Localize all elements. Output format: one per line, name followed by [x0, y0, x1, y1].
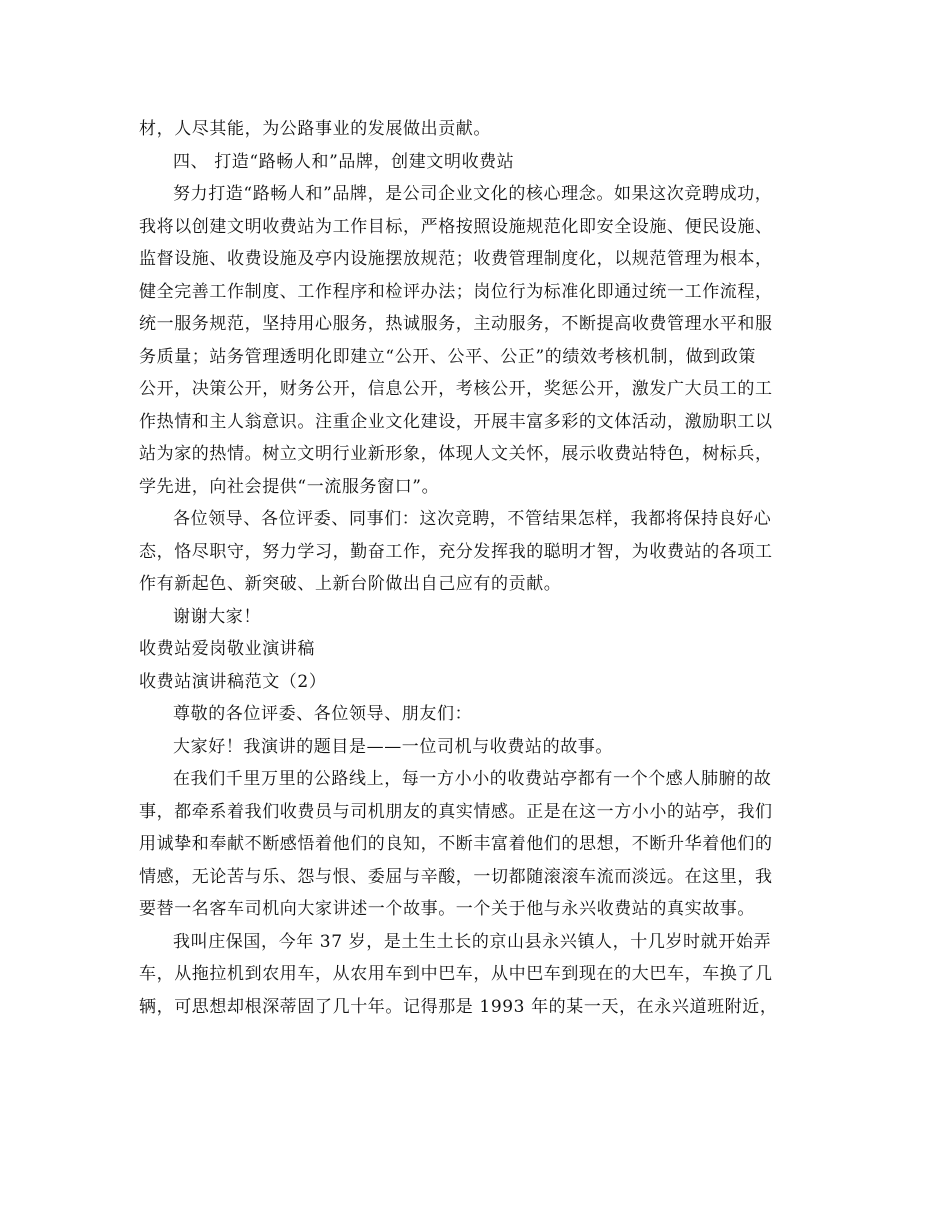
text-line: 公开，决策公开，财务公开，信息公开，考核公开，奖惩公开，激发广大员工的工 — [139, 379, 773, 399]
text-line: 各位领导、各位评委、同事们：这次竞聘，不管结果怎样，我都将保持良好心 — [173, 509, 772, 529]
text-line: 务质量；站务管理透明化即建立“公开、公平、公正”的绩效考核机制，做到政策 — [139, 346, 756, 367]
text-line: 健全完善工作制度、工作程序和检评办法；岗位行为标准化即通过统一工作流程， — [139, 281, 773, 302]
text-line: 材，人尽其能，为公路事业的发展做出贡献。 — [139, 119, 491, 139]
text-line: 监督设施、收费设施及亭内设施摆放规范；收费管理制度化，以规范管理为根本， — [139, 249, 773, 269]
text-line: 我叫庄保国，今年 37 岁，是土生土长的京山县永兴镇人，十几岁时就开始弄 — [173, 931, 772, 952]
text-line: 努力打造“路畅人和”品牌，是公司企业文化的核心理念。如果这次竞聘成功， — [173, 184, 773, 204]
text-line: 要替一名客车司机向大家讲述一个故事。一个关于他与永兴收费站的真实故事。 — [139, 899, 755, 919]
text-line: 尊敬的各位评委、各位领导、朋友们： — [173, 704, 473, 724]
text-line: 情感，无论苦与乐、怨与恨、委屈与辛酸，一切都随滚滚车流而淡远。在这里，我 — [139, 866, 773, 887]
text-line: 收费站爱岗敬业演讲稿 — [139, 639, 315, 659]
text-line: 四、 打造“路畅人和”品牌，创建文明收费站 — [173, 151, 515, 172]
text-line: 大家好！我演讲的题目是——一位司机与收费站的故事。 — [173, 736, 613, 757]
text-line: 学先进，向社会提供“一流服务窗口”。 — [139, 476, 440, 497]
text-line: 作热情和主人翁意识。注重企业文化建设，开展丰富多彩的文体活动，激励职工以 — [139, 411, 773, 432]
text-line: 在我们千里万里的公路线上，每一方小小的收费站亭都有一个个感人肺腑的故 — [173, 769, 772, 789]
text-line: 车，从拖拉机到农用车，从农用车到中巴车，从中巴车到现在的大巴车，车换了几 — [139, 964, 773, 984]
text-line: 站为家的热情。树立文明行业新形象，体现人文关怀，展示收费站特色，树标兵， — [139, 444, 773, 464]
text-line: 作有新起色、新突破、上新台阶做出自己应有的贡献。 — [139, 574, 562, 594]
text-line: 事，都牵系着我们收费员与司机朋友的真实情感。正是在这一方小小的站亭，我们 — [139, 801, 773, 822]
document-body — [139, 113, 829, 1023]
text-line: 谢谢大家！ — [173, 606, 261, 627]
text-line: 统一服务规范，坚持用心服务，热诚服务，主动服务，不断提高收费管理水平和服 — [139, 314, 773, 334]
text-line: 用诚挚和奉献不断感悟着他们的良知，不断丰富着他们的思想，不断升华着他们的 — [139, 834, 773, 854]
text-line: 收费站演讲稿范文（2） — [139, 671, 327, 692]
text-line: 我将以创建文明收费站为工作目标，严格按照设施规范化即安全设施、便民设施、 — [139, 216, 773, 237]
text-line: 态，恪尽职守，努力学习，勤奋工作，充分发挥我的聪明才智，为收费站的各项工 — [139, 541, 773, 562]
text-line: 辆，可思想却根深蒂固了几十年。记得那是 1993 年的某一天，在永兴道班附近， — [139, 996, 778, 1017]
